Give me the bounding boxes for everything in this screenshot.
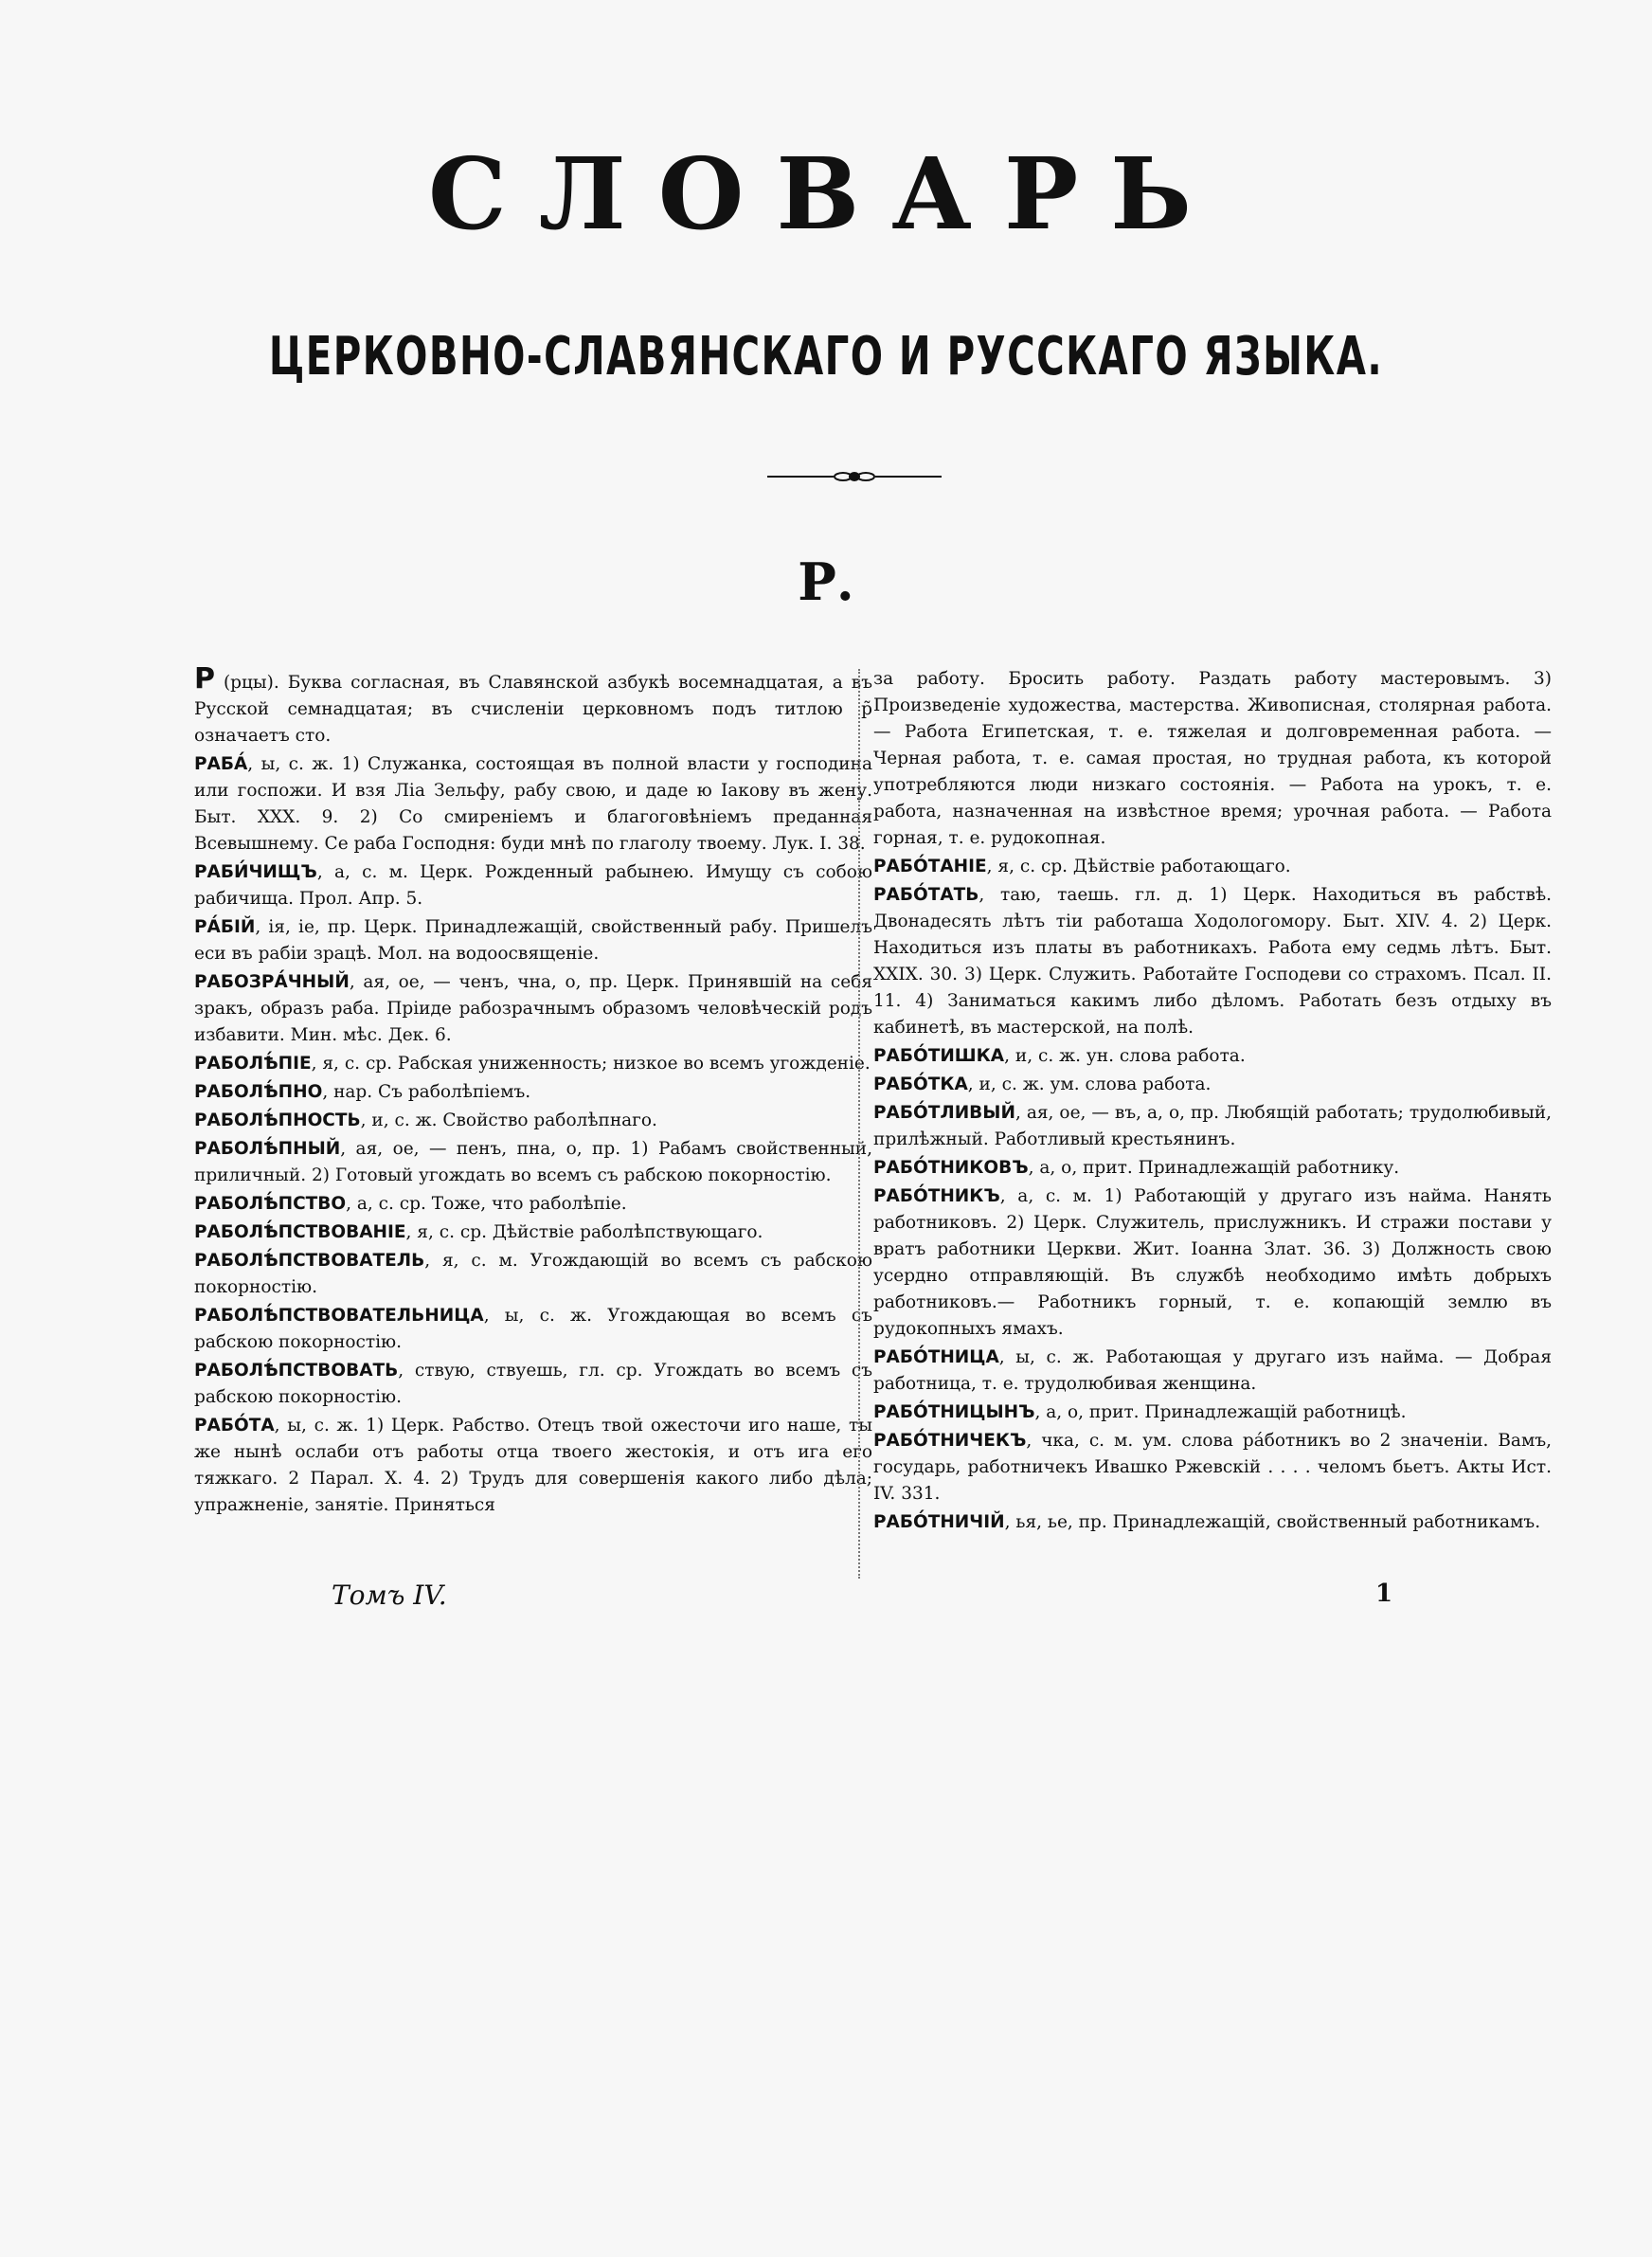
entry-headword: РАБО́ТА (194, 1416, 275, 1435)
entry-definition: за работу. Бросить работу. Раздать работу мастеровымъ. 3) Произведеніе художества, мастерства. Живописная, столярная работа.— Работа Египетская, т. е. тяжелая и долговременная работа. — Черная работа, т. е. самая простая, но трудная работа, къ которой употребляются люди низкаго состоянія. — Работа на урокъ, т. е. работа, назначенная на извѣстное время; урочная работа. — Работа горная, т. е. рудокопная. (873, 669, 1552, 848)
dictionary-entry (873, 666, 1552, 852)
entry-definition: , а, с. м. 1) Работающій у другаго изъ найма. Нанять работниковъ. 2) Церк. Служитель, прислужникъ. И стражи постави у вратъ работники Церкви. Жит. Іоанна Злат. 36. 3) Должность свою усердно отправляющій. Въ службѣ необходимо имѣть добрыхъ работниковъ.— Работникъ горный, т. е. копающій землю въ рудокопныхъ ямахъ. (873, 1186, 1552, 1339)
entry-definition: , ы, с. ж. Работающая у другаго изъ найма. — Добрая работница, т. е. трудолюбивая женщина. (873, 1347, 1552, 1394)
entry-definition: , ая, ое, — пенъ, пна, о, пр. 1) Рабамъ свойственный, приличный. 2) Готовый угождать во всемъ съ рабскою покорностію. (194, 1139, 872, 1185)
entry-headword: РАБО́ТАНІЕ (873, 857, 987, 876)
entry-definition: , ы, с. ж. 1) Служанка, состоящая въ полной власти у господина или госпожи. И взя Ліа Зельфу, рабу свою, и даде ю Іакову въ жену. Быт. XXX. 9. 2) Со смиреніемъ и благоговѣніемъ преданная Всевышнему. Се раба Господня: буди мнѣ по глаголу твоему. Лук. I. 38. (194, 754, 872, 854)
entry-definition: , нар. Съ раболѣпіемъ. (322, 1082, 531, 1102)
entry-definition: , я, с. ср. Дѣйствіе раболѣпствующаго. (405, 1222, 763, 1242)
entry-definition: , и, с. ж. Свойство раболѣпнаго. (360, 1110, 657, 1130)
dictionary-entry (194, 1108, 872, 1134)
dictionary-entry (873, 1100, 1552, 1153)
entry-headword: РАБОЛѢ́ПСТВОВАТЕЛЬ (194, 1251, 425, 1271)
dictionary-entry (194, 1051, 872, 1077)
dictionary-entry (194, 859, 872, 912)
entry-definition: , таю, таешь. гл. д. 1) Церк. Находиться въ рабствѣ. Двонадесять лѣтъ тіи работаша Ходологомору. Быт. XIV. 4. 2) Церк. Находиться изъ платы въ работникахъ. Работа ему седмь лѣтъ. Быт. XXIX. 30. 3) Церк. Служить. Работайте Господеви со страхомъ. Псал. II. 11. 4) Заниматься какимъ либо дѣломъ. Работать безъ отдыху въ кабинетѣ, въ мастерской, на полѣ. (873, 885, 1552, 1038)
entry-headword: РАБОЛѢ́ПІЕ (194, 1054, 312, 1074)
entry-definition: , ія, іе, пр. Церк. Принадлежащій, свойственный рабу. Пришелъ еси въ рабіи зрацѣ. Мол. на водоосвященіе. (194, 917, 872, 964)
dictionary-entry (873, 882, 1552, 1041)
dictionary-entry (194, 662, 872, 749)
entry-definition: , а, о, прит. Принадлежащій работнику. (1028, 1158, 1400, 1178)
dictionary-entry (873, 1345, 1552, 1398)
entry-definition: , я, с. ср. Дѣйствіе работающаго. (986, 857, 1291, 876)
entry-definition: , ствую, ствуешь, гл. ср. Угождать во всемъ съ рабскою покорностію. (194, 1361, 872, 1407)
entry-headword: РАБА́ (194, 754, 248, 774)
entry-definition: , ы, с. ж. Угождающая во всемъ съ рабскою покорностію. (194, 1306, 872, 1352)
entry-headword: Р (194, 662, 215, 695)
entry-headword: РАБО́ТНИЦА (873, 1347, 999, 1367)
entry-definition: , и, с. ж. ун. слова работа. (1004, 1046, 1246, 1066)
dictionary-entry (194, 1079, 872, 1106)
entry-headword: РАБОЛѢ́ПСТВО (194, 1194, 347, 1214)
dictionary-entry (873, 1072, 1552, 1098)
entry-definition: , а, с. ср. Тоже, что раболѣпіе. (346, 1194, 627, 1214)
entry-headword: РАБО́ТНИЧЕКЪ (873, 1431, 1027, 1451)
entry-definition: , ья, ье, пр. Принадлежащій, свойственный работникамъ. (1004, 1512, 1541, 1532)
entry-definition: , а, о, прит. Принадлежащій работницѣ. (1034, 1402, 1407, 1422)
entry-definition: , ая, ое, — ченъ, чна, о, пр. Церк. Принявшій на себя зракъ, образъ раба. Пріиде рабозрачнымъ образомъ человѣческій родъ избавити. Мин. мѣс. Дек. 6. (194, 972, 872, 1045)
entry-headword: РАБОЛѢ́ПНЫЙ (194, 1139, 341, 1159)
dictionary-entry (194, 1303, 872, 1356)
dictionary-entry (873, 854, 1552, 880)
entry-definition: , а, с. м. Церк. Рожденный рабынею. Имущу съ собою рабичища. Прол. Апр. 5. (194, 862, 872, 909)
dictionary-entry (873, 1043, 1552, 1070)
dictionary-entry (194, 914, 872, 967)
dictionary-entry (194, 969, 872, 1049)
entry-definition: , ая, ое, — въ, а, о, пр. Любящій работать; трудолюбивый, прилѣжный. Работливый крестьянинъ. (873, 1103, 1552, 1149)
entry-headword: РАБО́ТНИЦЫНЪ (873, 1402, 1035, 1422)
ornament-divider-icon (767, 468, 942, 485)
entry-headword: РАБИ́ЧИЩЪ (194, 862, 317, 882)
dictionary-entry (194, 1219, 872, 1246)
column-divider (858, 669, 860, 1579)
entry-headword: РАБОЛѢ́ПНО (194, 1082, 323, 1102)
section-letter-heading: Р. (798, 551, 854, 612)
entry-headword: РАБОЛѢ́ПНОСТЬ (194, 1110, 361, 1130)
entry-definition: , я, с. ср. Рабская униженность; низкое во всемъ угожденіе. (311, 1054, 871, 1074)
entry-headword: РАБОЛѢ́ПСТВОВАТЬ (194, 1361, 399, 1381)
entry-headword: РАБОЗРА́ЧНЫЙ (194, 972, 350, 992)
entry-headword: РАБО́ТКА (873, 1074, 968, 1094)
entry-definition: , и, с. ж. ум. слова работа. (967, 1074, 1212, 1094)
entry-headword: РАБО́ТНИКЪ (873, 1186, 1000, 1206)
entry-headword: РАБО́ТНИЧІЙ (873, 1512, 1005, 1532)
dictionary-entry (194, 751, 872, 858)
page-subtitle: ЦЕРКОВНО-СЛАВЯНСКАГО И РУССКАГО ЯЗЫКА. (268, 326, 1384, 388)
dictionary-entry (194, 1413, 872, 1519)
entry-headword: РАБО́ТНИКОВЪ (873, 1158, 1029, 1178)
dictionary-entry (194, 1136, 872, 1189)
entry-definition: , я, с. м. Угождающій во всемъ съ рабскою покорностію. (194, 1251, 872, 1297)
dictionary-entry (873, 1509, 1552, 1536)
entry-definition: (рцы). Буква согласная, въ Славянской азбукѣ восемнадцатая, а въ Русской семнадцатая; въ счисленіи церковномъ подъ титлою р̃ означаетъ сто. (194, 673, 872, 746)
dictionary-entry (873, 1428, 1552, 1508)
right-column (873, 666, 1552, 1538)
left-column (194, 662, 872, 1521)
entry-headword: РАБО́ТАТЬ (873, 885, 979, 905)
dictionary-entry (873, 1183, 1552, 1343)
dictionary-entry (194, 1191, 872, 1218)
entry-headword: РАБОЛѢ́ПСТВОВАТЕЛЬНИЦА (194, 1306, 484, 1326)
dictionary-entry (194, 1248, 872, 1301)
volume-label: Томъ IV. (332, 1580, 447, 1611)
dictionary-entry (873, 1399, 1552, 1426)
page-number: 1 (1375, 1580, 1393, 1608)
page-title: СЛОВАРЬ (428, 135, 1224, 252)
entry-headword: РАБО́ТИШКА (873, 1046, 1005, 1066)
entry-headword: РАБО́ТЛИВЫЙ (873, 1103, 1015, 1123)
entry-definition: , ы, с. ж. 1) Церк. Рабство. Отецъ твой ожесточи иго наше, ты же нынѣ ослаби отъ работы отца твоего жестокія, и отъ ига его тяжкаго. 2 Парал. X. 4. 2) Трудъ для совершенія какого либо дѣла; упражненіе, занятіе. Приняться (194, 1416, 872, 1515)
entry-headword: РАБОЛѢ́ПСТВОВАНІЕ (194, 1222, 406, 1242)
entry-definition: , чка, с. м. ум. слова ра́ботникъ во 2 значеніи. Вамъ, государь, работничекъ Ивашко Ржевскій . . . . челомъ бьетъ. Акты Ист. IV. 331. (873, 1431, 1552, 1504)
dictionary-entry (873, 1155, 1552, 1182)
dictionary-entry (194, 1358, 872, 1411)
entry-headword: РА́БІЙ (194, 917, 256, 937)
